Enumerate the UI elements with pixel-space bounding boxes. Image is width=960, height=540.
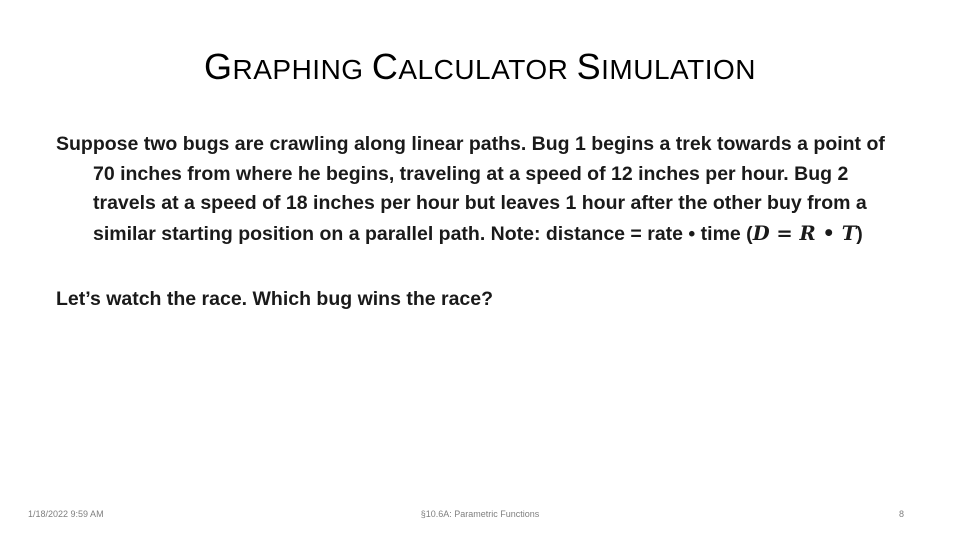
footer-section: §10.6A: Parametric Functions <box>420 509 540 519</box>
problem-paragraph <box>56 130 886 249</box>
question-paragraph: Let’s watch the race. Which bug wins the race? <box>56 288 494 310</box>
title-rest-2: ALCULATOR <box>398 54 577 85</box>
slide-title <box>0 46 960 88</box>
problem-close: ) <box>856 222 863 245</box>
formula: D = R • T <box>752 221 857 245</box>
problem-text: Suppose two bugs are crawling along linear paths. Bug 1 begins a trek towards a point of 70 inches from where he begins, traveling at a speed of 12 inches per hour. Bug 2 travels at a speed of 18 inches per hour but leaves 1 hour after the other buy from a similar starting position on a parallel path. Note: distance = rate • time ( <box>56 133 885 245</box>
title-rest-1: RAPHING <box>232 54 372 85</box>
title-cap-3: S <box>576 46 602 87</box>
footer-date: 1/18/2022 9:59 AM <box>28 509 104 519</box>
title-cap-1: G <box>203 46 233 87</box>
slide-body <box>56 130 886 315</box>
footer-page-number: 8 <box>898 509 904 519</box>
title-rest-3: IMULATION <box>601 54 757 85</box>
title-cap-2: C <box>371 46 399 87</box>
